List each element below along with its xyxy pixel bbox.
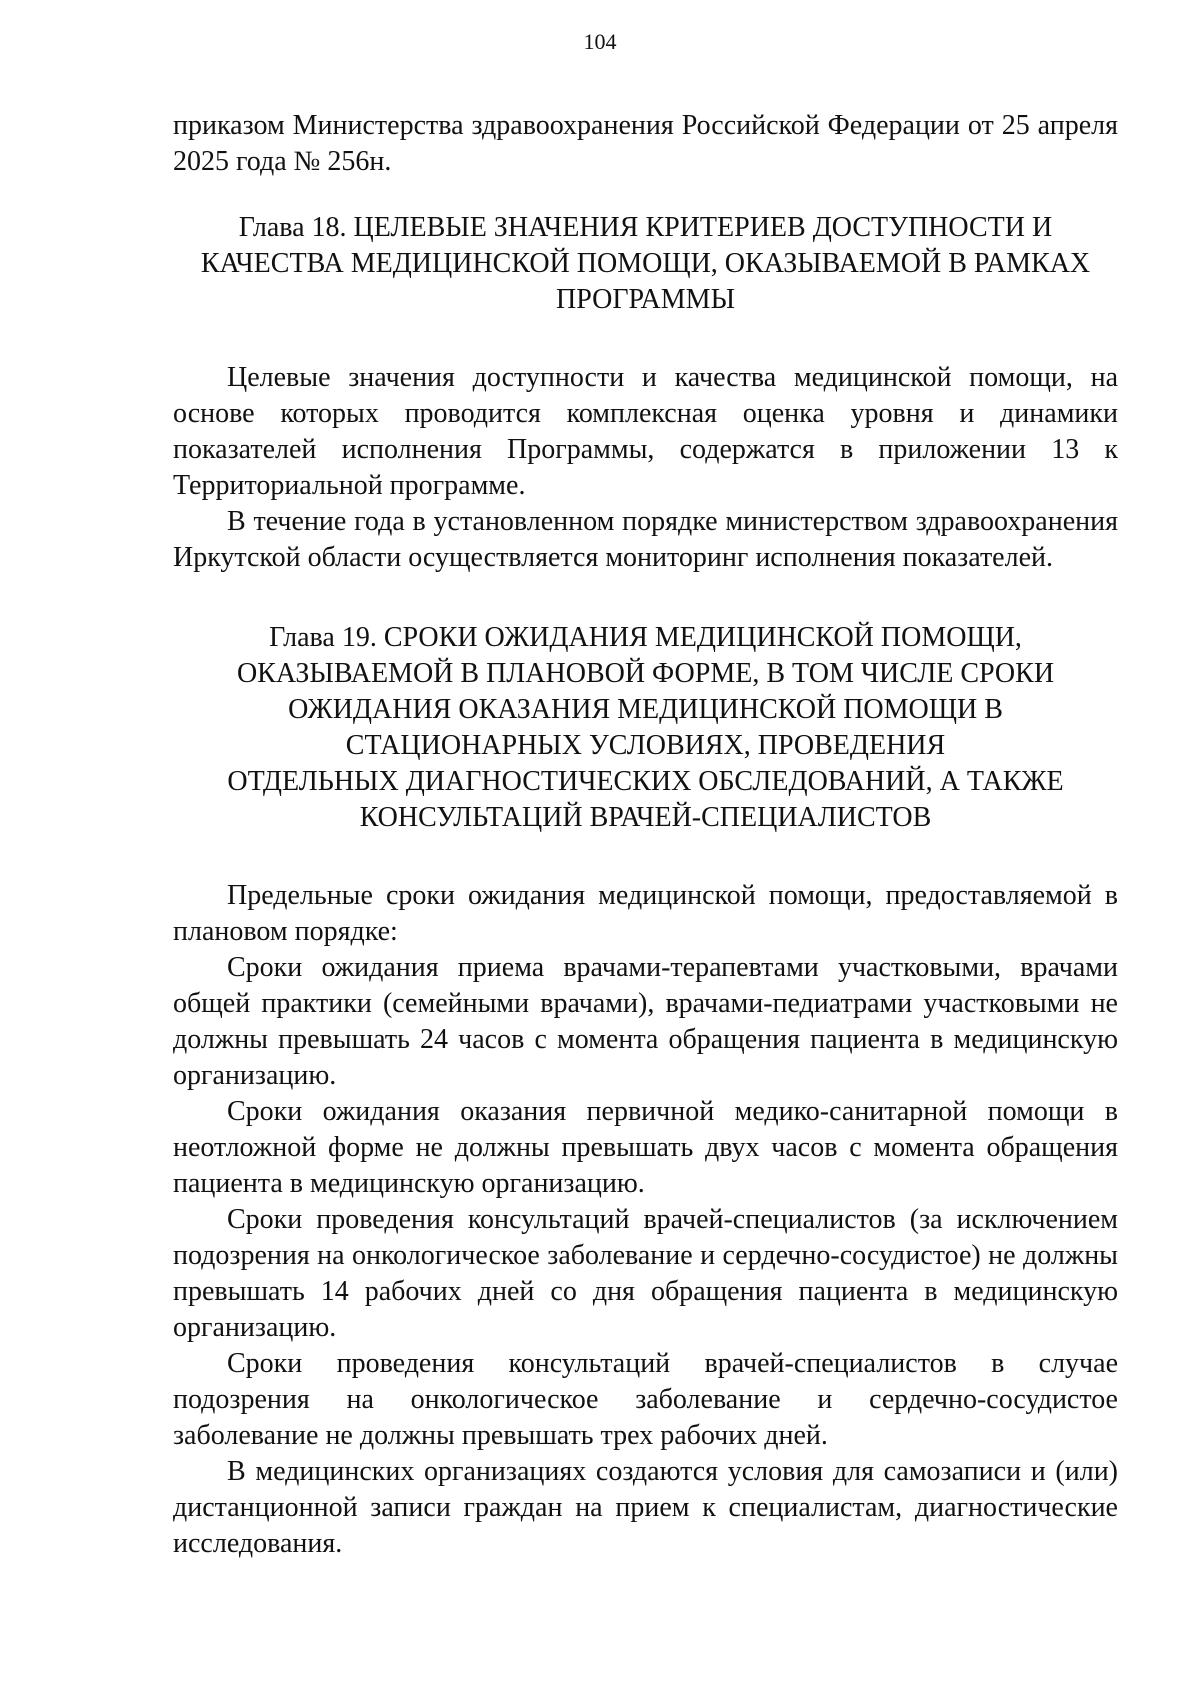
chapter-18-heading-line: ПРОГРАММЫ xyxy=(556,284,735,315)
chapter-18-heading xyxy=(173,210,1118,318)
chapter-19-paragraph: Сроки проведения консультаций врачей-специалистов в случае подозрения на онкологическое заболевание и сердечно-сосудистое заболевание не должны превышать трех рабочих дней. xyxy=(173,1348,1118,1451)
chapter-18-heading-line: КАЧЕСТВА МЕДИЦИНСКОЙ ПОМОЩИ, ОКАЗЫВАЕМОЙ В РАМКАХ xyxy=(200,248,1091,279)
chapter-19-paragraph: В медицинских организациях создаются условия для самозаписи и (или) дистанционной записи граждан на прием к специалистам, диагностические исследования. xyxy=(173,1456,1118,1559)
chapter-19-paragraph: Сроки ожидания приема врачами-терапевтами участковыми, врачами общей практики (семейными врачами), врачами-педиатрами участковыми не должны превышать 24 часов с момента обращения пациента в медицинскую организацию. xyxy=(173,952,1118,1091)
chapter-18-paragraph: В течение года в установленном порядке министерством здравоохранения Иркутской области осуществляется мониторинг исполнения показателей. xyxy=(173,506,1118,573)
chapter-19-heading-line: СТАЦИОНАРНЫХ УСЛОВИЯХ, ПРОВЕДЕНИЯ xyxy=(345,730,946,761)
chapter-19-heading xyxy=(173,620,1118,836)
lead-paragraph: приказом Министерства здравоохранения Российской Федерации от 25 апреля 2025 года № 256н. xyxy=(173,110,1118,177)
chapter-19-heading-line: КОНСУЛЬТАЦИЙ ВРАЧЕЙ-СПЕЦИАЛИСТОВ xyxy=(359,802,932,833)
page-number: 104 xyxy=(583,29,617,54)
chapter-19-heading-line: ОКАЗЫВАЕМОЙ В ПЛАНОВОЙ ФОРМЕ, В ТОМ ЧИСЛЕ СРОКИ xyxy=(236,658,1055,689)
document-body xyxy=(173,108,1118,1562)
chapter-19-paragraph: Сроки ожидания оказания первичной медико-санитарной помощи в неотложной форме не должны превышать двух часов с момента обращения пациента в медицинскую организацию. xyxy=(173,1096,1118,1199)
chapter-18-heading-line: Глава 18. ЦЕЛЕВЫЕ ЗНАЧЕНИЯ КРИТЕРИЕВ ДОСТУПНОСТИ И xyxy=(238,212,1053,243)
chapter-19-heading-line: ОТДЕЛЬНЫХ ДИАГНОСТИЧЕСКИХ ОБСЛЕДОВАНИЙ, А ТАКЖЕ xyxy=(227,766,1064,797)
chapter-19-paragraph: Сроки проведения консультаций врачей-специалистов (за исключением подозрения на онкологическое заболевание и сердечно-сосудистое) не должны превышать 14 рабочих дней со дня обращения пациента в медицинскую организацию. xyxy=(173,1204,1118,1343)
chapter-19-heading-line: Глава 19. СРОКИ ОЖИДАНИЯ МЕДИЦИНСКОЙ ПОМОЩИ, xyxy=(269,622,1022,653)
chapter-19-paragraph: Предельные сроки ожидания медицинской помощи, предоставляемой в плановом порядке: xyxy=(173,880,1118,947)
chapter-19-heading-line: ОЖИДАНИЯ ОКАЗАНИЯ МЕДИЦИНСКОЙ ПОМОЩИ В xyxy=(288,694,1003,725)
chapter-18-paragraph: Целевые значения доступности и качества медицинской помощи, на основе которых проводится комплексная оценка уровня и динамики показателей исполнения Программы, содержатся в приложении 13 к Территориальной программе. xyxy=(173,362,1118,501)
